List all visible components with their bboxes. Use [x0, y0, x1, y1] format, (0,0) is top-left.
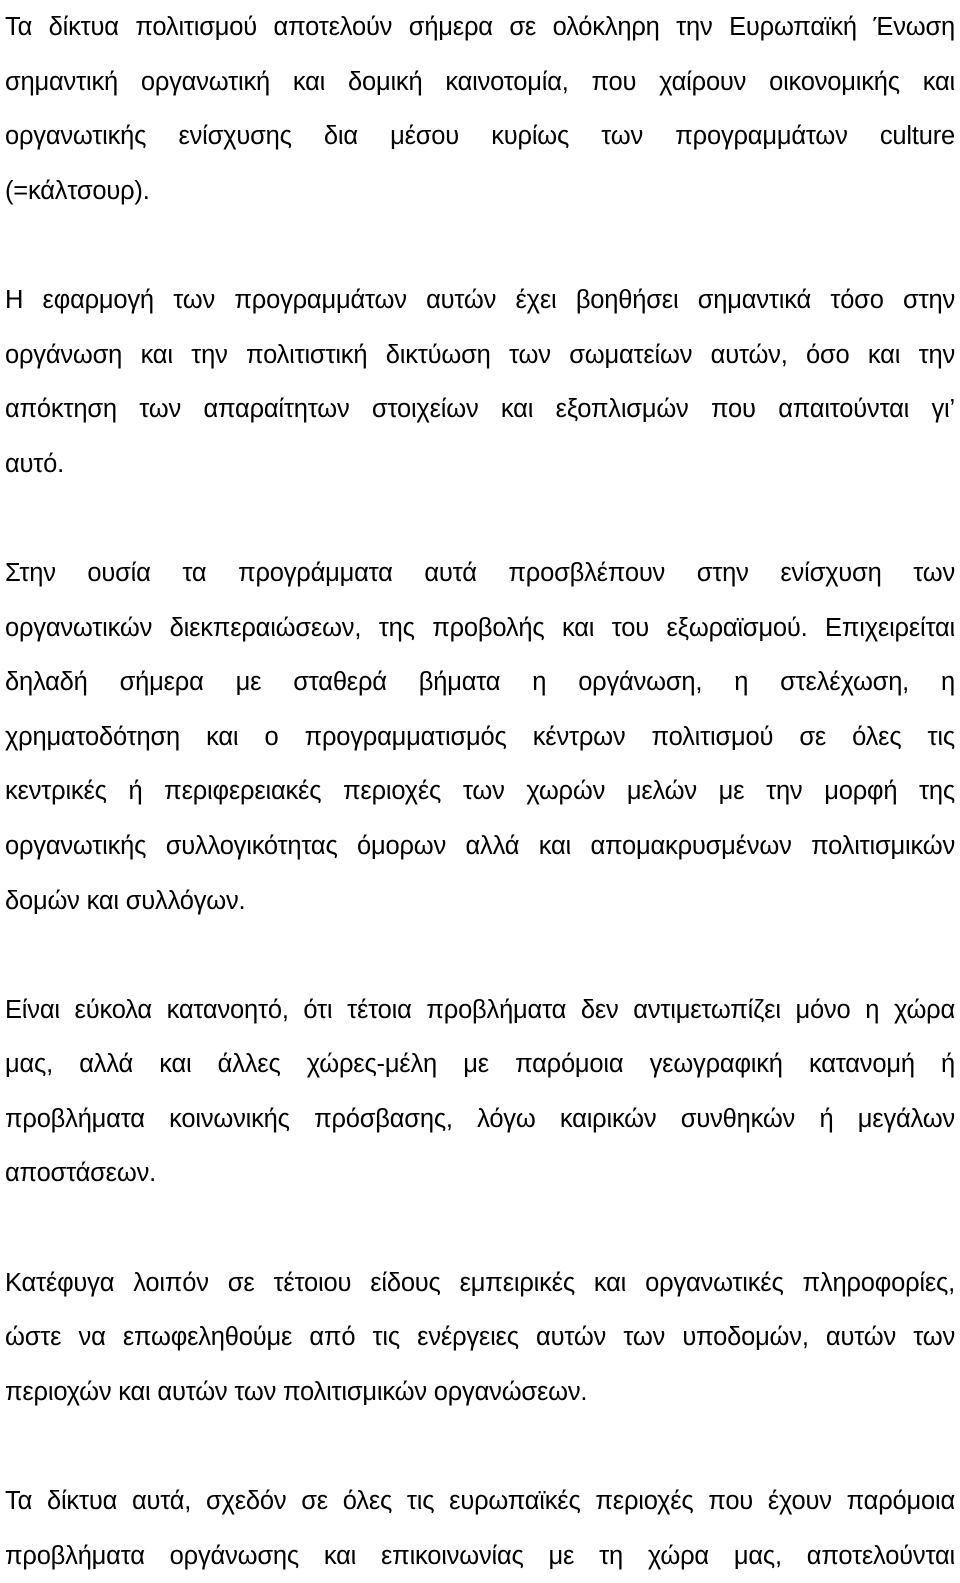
- paragraph: [5, 273, 955, 491]
- text-line: προβλήματα οργάνωσης και επικοινωνίας με τη χώρα μας, αποτελούνται: [5, 1541, 955, 1570]
- paragraph-gap: [5, 1201, 955, 1256]
- text-line: Τα δίκτυα αυτά, σχεδόν σε όλες τις ευρωπαϊκές περιοχές που έχουν παρόμοια: [5, 1487, 955, 1516]
- text-line: περιοχών και αυτών των πολιτισμικών οργανώσεων.: [5, 1377, 588, 1406]
- text-line: οργανωτικής ενίσχυσης δια μέσου κυρίως των προγραμμάτων culture: [5, 122, 955, 151]
- paragraph-gap: [5, 928, 955, 983]
- text-line: χρηματοδότηση και ο προγραμματισμός κέντρων πολιτισμού σε όλες τις: [5, 722, 955, 751]
- text-line: σημαντική οργανωτική και δομική καινοτομία, που χαίρουν οικονομικής και: [5, 67, 955, 96]
- text-line: ώστε να επωφεληθούμε από τις ενέργειες αυτών των υποδομών, αυτών των: [5, 1323, 955, 1352]
- document-page: [5, 0, 955, 1583]
- text-line: μας, αλλά και άλλες χώρες-μέλη με παρόμοια γεωγραφική κατανομή ή: [5, 1050, 955, 1079]
- text-line: οργανωτικών διεκπεραιώσεων, της προβολής και του εξωραϊσμού. Επιχειρείται: [5, 613, 955, 642]
- text-line: Κατέφυγα λοιπόν σε τέτοιου είδους εμπειρικές και οργανωτικές πληροφορίες,: [5, 1268, 955, 1297]
- text-line: απόκτηση των απαραίτητων στοιχείων και εξοπλισμών που απαιτούνται γι’: [5, 395, 955, 424]
- text-line: Τα δίκτυα πολιτισμού αποτελούν σήμερα σε ολόκληρη την Ευρωπαϊκή Ένωση: [5, 13, 955, 41]
- text-line: κεντρικές ή περιφερειακές περιοχές των χωρών μελών με την μορφή της: [5, 777, 955, 806]
- paragraph-gap: [5, 491, 955, 546]
- paragraph: [5, 0, 955, 218]
- text-line: οργάνωση και την πολιτιστική δικτύωση των σωματείων αυτών, όσο και την: [5, 340, 955, 369]
- paragraph-gap: [5, 218, 955, 273]
- text-line: δομών και συλλόγων.: [5, 886, 246, 915]
- text-line: δηλαδή σήμερα με σταθερά βήματα η οργάνωση, η στελέχωση, η: [5, 668, 955, 697]
- text-line: Είναι εύκολα κατανοητό, ότι τέτοια προβλήματα δεν αντιμετωπίζει μόνο η χώρα: [5, 995, 955, 1024]
- paragraph: [5, 546, 955, 928]
- paragraph: [5, 1256, 955, 1420]
- text-line: Η εφαρμογή των προγραμμάτων αυτών έχει βοηθήσει σημαντικά τόσο στην: [5, 285, 955, 314]
- text-line: (=κάλτσουρ).: [5, 176, 150, 205]
- text-line: αυτό.: [5, 449, 65, 478]
- text-line: οργανωτικής συλλογικότητας όμορων αλλά και απομακρυσμένων πολιτισμικών: [5, 831, 955, 860]
- paragraph: [5, 1474, 955, 1583]
- text-line: αποστάσεων.: [5, 1159, 156, 1188]
- paragraph: [5, 983, 955, 1201]
- text-line: Στην ουσία τα προγράμματα αυτά προσβλέπουν στην ενίσχυση των: [5, 558, 955, 587]
- text-line: προβλήματα κοινωνικής πρόσβασης, λόγω καιρικών συνθηκών ή μεγάλων: [5, 1104, 955, 1133]
